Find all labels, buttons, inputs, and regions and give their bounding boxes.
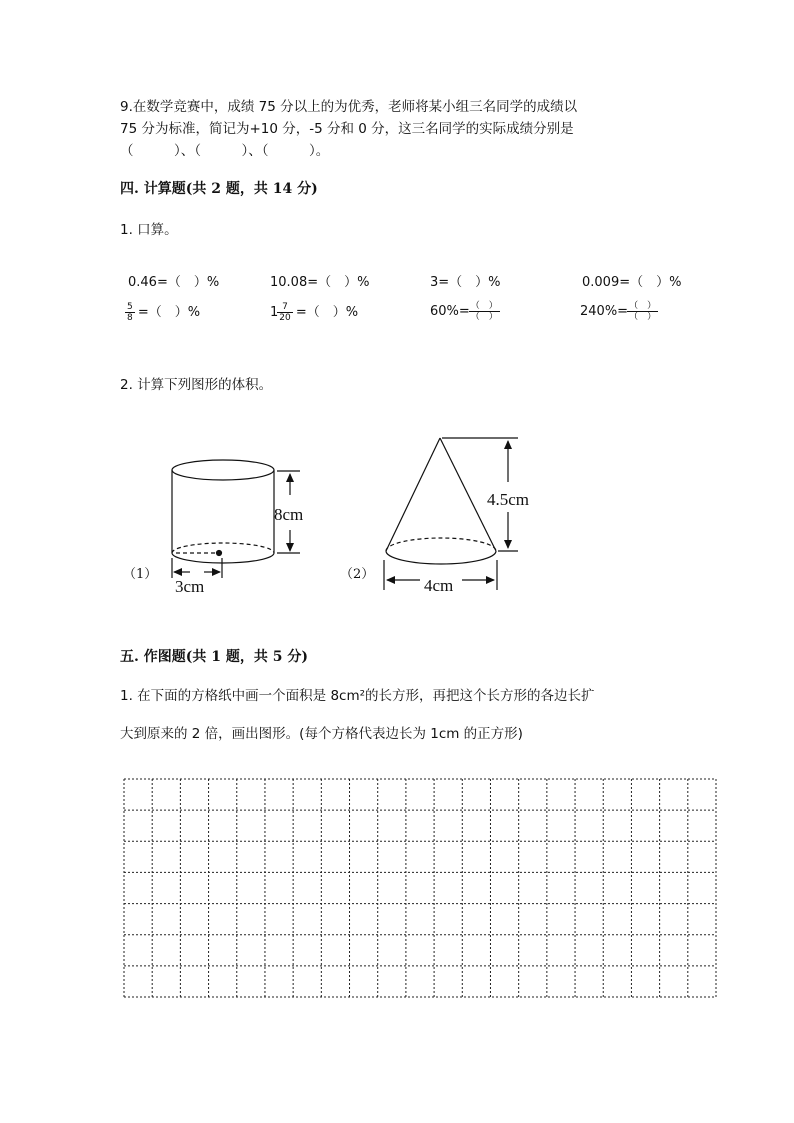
fraction: $\frac{5}{8}$ bbox=[127, 302, 133, 323]
figure-2-label: （2） bbox=[340, 567, 375, 582]
question-9-line-2: 75 分为标准，简记为+10 分，-5 分和 0 分，这三名同学的实际成绩分别是 bbox=[120, 121, 574, 137]
calc-item-1: 0.46=（ ）% bbox=[128, 275, 220, 290]
cylinder-height-label: 8cm bbox=[274, 505, 304, 524]
drawing-question-line-1: 1. 在下面的方格纸中画一个面积是 8cm²的长方形，再把这个长方形的各边长扩 bbox=[120, 688, 595, 704]
calc-item-4: 0.009=（ ）% bbox=[582, 275, 682, 290]
cone-height-label: 4.5cm bbox=[487, 490, 530, 509]
calc-item-7: 60%= $\frac{( )}{( )}$ bbox=[430, 301, 498, 322]
drawing-question-line-2: 大到原来的 2 倍，画出图形。(每个方格代表边长为 1cm 的正方形) bbox=[120, 726, 523, 742]
section-5-title: 五. 作图题(共 1 题，共 5 分) bbox=[120, 649, 308, 665]
fraction: $\frac{7}{20}$ bbox=[279, 302, 291, 323]
fraction: $\frac{( )}{( )}$ bbox=[629, 301, 657, 322]
figure-1-label: （1） bbox=[123, 567, 158, 582]
calc-item-6: 1 $\frac{7}{20}$ =（ ）% bbox=[270, 302, 359, 323]
calc-item-5: $\frac{5}{8}$ =（ ）% bbox=[127, 302, 201, 323]
cone-diameter-label: 4cm bbox=[424, 576, 454, 595]
calc-item-2: 10.08=（ ）% bbox=[270, 275, 370, 290]
section-4-title: 四. 计算题(共 2 题，共 14 分) bbox=[120, 181, 318, 197]
volume-question-label: 2. 计算下列图形的体积。 bbox=[120, 377, 273, 393]
cylinder-radius-label: 3cm bbox=[175, 577, 205, 596]
question-9-line-1: 9.在数学竞赛中，成绩 75 分以上的为优秀，老师将某小组三名同学的成绩以 bbox=[120, 99, 578, 115]
oral-calc-label: 1. 口算。 bbox=[120, 222, 178, 238]
fraction: $\frac{( )}{( )}$ bbox=[470, 301, 498, 322]
calc-item-8: 240%= $\frac{( )}{( )}$ bbox=[580, 301, 657, 322]
question-9-line-3: （ ）、（ ）、（ ）。 bbox=[120, 143, 330, 159]
calc-item-3: 3=（ ）% bbox=[430, 275, 501, 290]
